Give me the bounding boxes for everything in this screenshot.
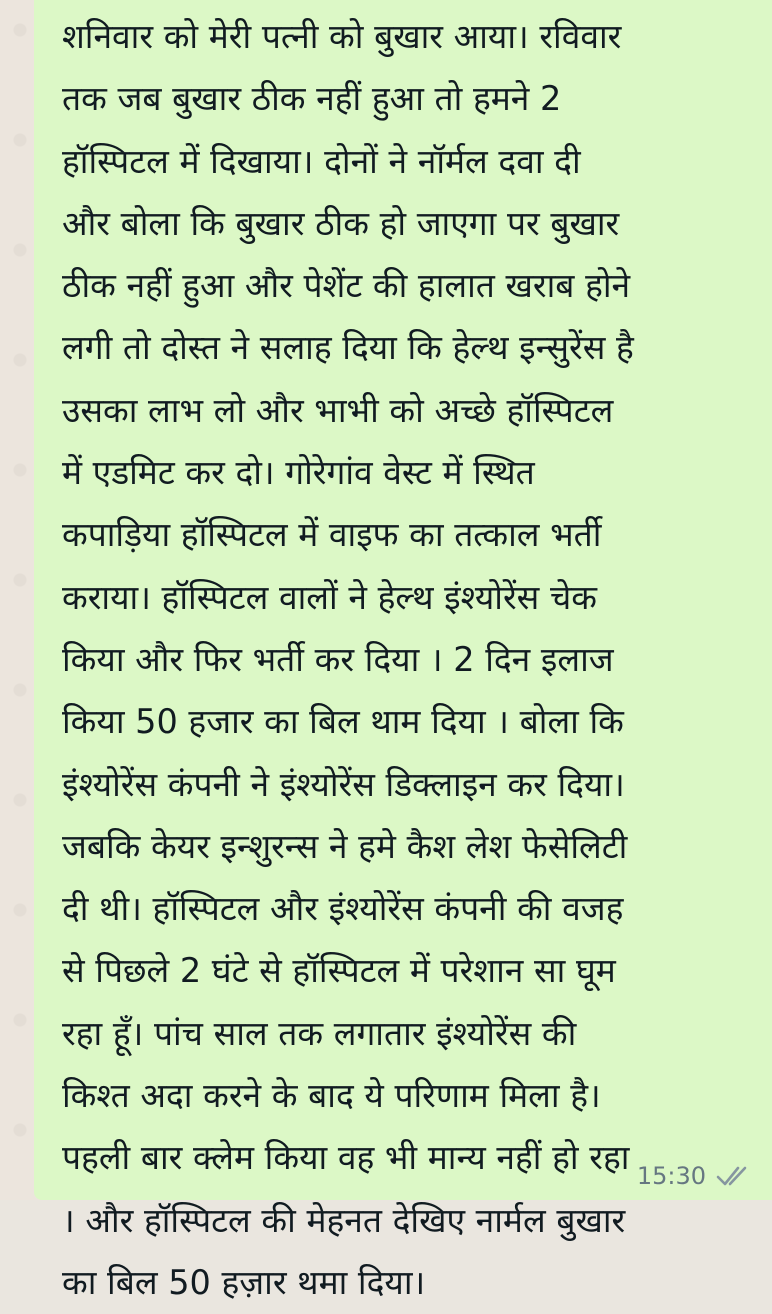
message-line: कपाड़िया हॉस्पिटल में वाइफ का तत्काल भर्ती	[62, 515, 602, 555]
message-line: ठीक नहीं हुआ और पेशेंट की हालात खराब होने	[62, 266, 631, 306]
message-line: किश्त अदा करने के बाद ये परिणाम मिला है।	[62, 1076, 601, 1116]
message-line: तक जब बुखार ठीक नहीं हुआ तो हमने 2	[62, 79, 562, 119]
message-line: । और हॉस्पिटल की मेहनत देखिए नार्मल बुखार	[62, 1200, 626, 1240]
message-meta	[637, 1162, 754, 1190]
message-line: पहली बार क्लेम किया वह भी मान्य नहीं हो रहा	[62, 1138, 630, 1178]
message-text	[62, 6, 754, 1314]
message-line: और बोला कि बुखार ठीक हो जाएगा पर बुखार	[62, 203, 620, 243]
message-line: इंश्योरेंस कंपनी ने इंश्योरेंस डिक्लाइन कर दिया।	[62, 764, 625, 804]
message-line: उसका लाभ लो और भाभी को अच्छे हॉस्पिटल	[62, 390, 614, 430]
message-line: में एडमिट कर दो। गोरेगांव वेस्ट में स्थित	[62, 453, 535, 493]
message-line: किया 50 हजार का बिल थाम दिया । बोला कि	[62, 702, 624, 742]
message-line: किया और फिर भर्ती कर दिया । 2 दिन इलाज	[62, 639, 614, 679]
outgoing-message-bubble[interactable]	[34, 0, 772, 1302]
message-line: जबकि केयर इन्शुरन्स ने हमे कैश लेश फेसेलिटी	[62, 826, 628, 866]
message-timestamp: 15:30	[636, 1162, 706, 1190]
message-line: हॉस्पिटल में दिखाया। दोनों ने नॉर्मल दवा दी	[62, 141, 581, 181]
message-line: से पिछले 2 घंटे से हॉस्पिटल में परेशान सा घूम	[62, 951, 616, 991]
message-line: शनिवार को मेरी पत्नी को बुखार आया। रविवार	[62, 17, 622, 56]
message-line: का बिल 50 हज़ार थमा दिया।	[62, 1262, 426, 1302]
double-check-icon	[716, 1163, 754, 1189]
message-line: कराया। हॉस्पिटल वालों ने हेल्थ इंश्योरेंस चेक	[62, 577, 597, 617]
message-line: लगी तो दोस्त ने सलाह दिया कि हेल्थ इन्सुरेंस है	[62, 328, 634, 368]
message-line: रहा हूँ। पांच साल तक लगातार इंश्योरेंस की	[62, 1013, 577, 1053]
message-line: दी थी। हॉस्पिटल और इंश्योरेंस कंपनी की वजह	[62, 889, 624, 929]
